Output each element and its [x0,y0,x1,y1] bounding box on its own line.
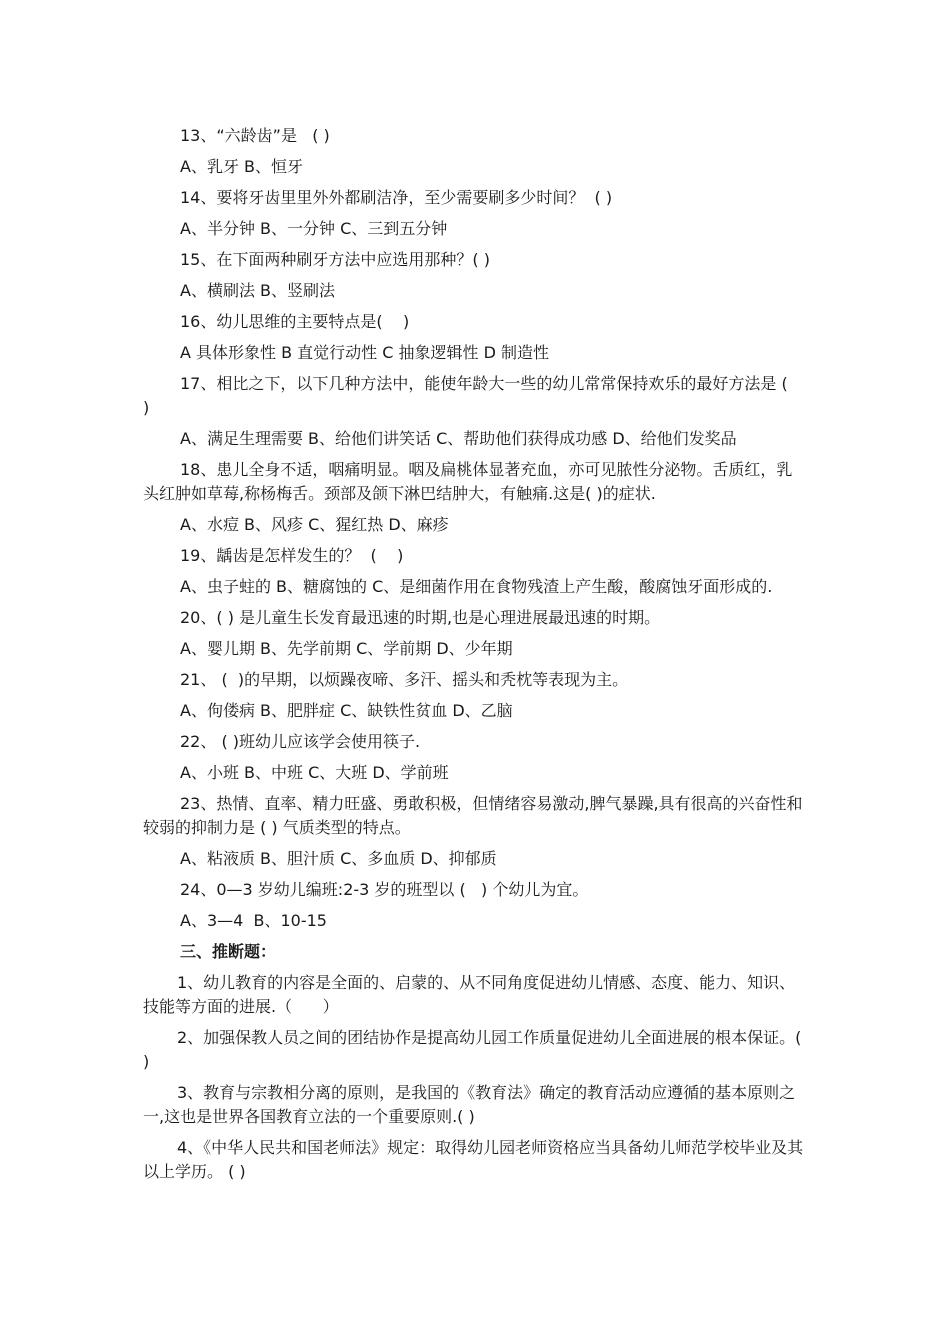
question-15: 15、在下面两种刷牙方法中应选用那种？( ) [180,250,490,269]
options-19: A、虫子蛀的 B、糖腐蚀的 C、是细菌作用在食物残渣上产生酸，酸腐蚀牙面形成的. [180,577,773,596]
judgment-item-1: 1、幼儿教育的内容是全面的、启蒙的、从不同角度促进幼儿情感、态度、能力、知识、技能等方面的进展.（ ） [143,973,796,1016]
options-22: A、小班 B、中班 C、大班 D、学前班 [180,763,449,782]
question-24: 24、0—3 岁幼儿编班:2-3 岁的班型以 ( ) 个幼儿为宜。 [180,880,589,899]
options-17: A、满足生理需要 B、给他们讲笑话 C、帮助他们获得成功感 D、给他们发奖品 [180,429,737,448]
options-14: A、半分钟 B、一分钟 C、三到五分钟 [180,219,448,238]
question-23: 23、热情、直率、精力旺盛、勇敢积极，但情绪容易激动,脾气暴躁,具有很高的兴奋性和较弱的抑制力是 ( ) 气质类型的特点。 [143,794,803,837]
question-16: 16、幼儿思维的主要特点是( ) [180,312,410,331]
question-14: 14、要将牙齿里里外外都刷洁净，至少需要刷多少时间？ ( ) [180,188,613,207]
document-body [143,124,808,1191]
options-20: A、婴儿期 B、先学前期 C、学前期 D、少年期 [180,639,513,658]
options-24: A、3—4 B、10-15 [180,911,327,930]
options-16: A 具体形象性 B 直觉行动性 C 抽象逻辑性 D 制造性 [180,343,550,362]
section-heading-judgment: 三、推断题： [180,942,277,961]
judgment-item-2: 2、加强保教人员之间的团结协作是提高幼儿园工作质量促进幼儿全面进展的根本保证。( ) [143,1028,807,1071]
question-20: 20、( ) 是儿童生长发育最迅速的时期,也是心理进展最迅速的时期。 [180,608,661,627]
question-17: 17、相比之下，以下几种方法中，能使年龄大一些的幼儿常常保持欢乐的最好方法是 ( ) [143,374,809,417]
options-13: A、乳牙 B、恒牙 [180,157,304,176]
judgment-item-3: 3、教育与宗教相分离的原则，是我国的《教育法》确定的教育活动应遵循的基本原则之一,这也是世界各国教育立法的一个重要原则.( ) [143,1083,796,1126]
options-23: A、粘液质 B、胆汁质 C、多血质 D、抑郁质 [180,849,497,868]
judgment-item-4: 4、《中华人民共和国老师法》规定：取得幼儿园老师资格应当具备幼儿师范学校毕业及其以上学历。 ( ) [143,1138,804,1181]
question-22: 22、 ( )班幼儿应该学会使用筷子. [180,732,421,751]
options-21: A、佝偻病 B、肥胖症 C、缺铁性贫血 D、乙脑 [180,701,513,720]
options-15: A、横刷法 B、竖刷法 [180,281,336,300]
question-13: 13、“六龄齿”是 ( ) [180,126,330,145]
question-19: 19、龋齿是怎样发生的？ ( ) [180,546,404,565]
options-18: A、水痘 B、风疹 C、猩红热 D、麻疹 [180,515,449,534]
question-18: 18、患儿全身不适，咽痛明显。咽及扁桃体显著充血，亦可见脓性分泌物。舌质红，乳头红肿如草莓,称杨梅舌。颈部及颌下淋巴结肿大，有触痛.这是( )的症状. [143,460,793,503]
question-21: 21、 ( )的早期，以烦躁夜啼、多汗、摇头和秃枕等表现为主。 [180,670,629,689]
